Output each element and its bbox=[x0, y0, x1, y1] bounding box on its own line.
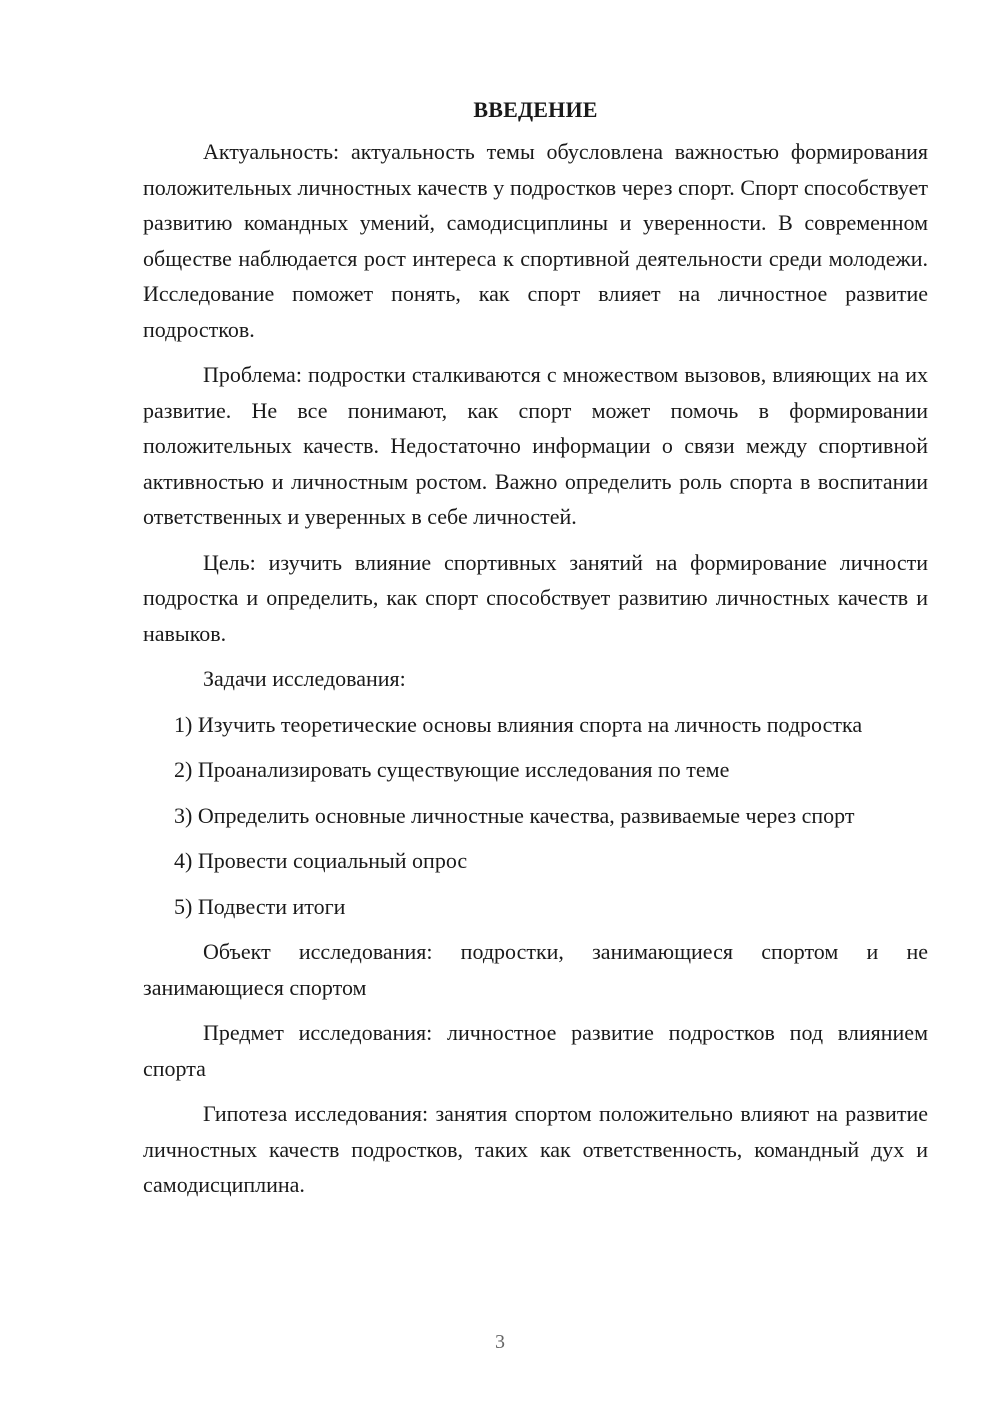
task-item-2: 2) Проанализировать существующие исследования по теме bbox=[174, 757, 730, 782]
goal-paragraph: Цель: изучить влияние спортивных занятий на формирование личности подростка и определить, как спорт способствует развитию личностных качеств и навыков. bbox=[143, 549, 928, 646]
task-item-5: 5) Подвести итоги bbox=[174, 893, 346, 919]
hypothesis-paragraph: Гипотеза исследования: занятия спортом положительно влияют на развитие личностных качеств подростков, таких как ответственность, командный дух и самодисциплина. bbox=[143, 1101, 928, 1197]
task-item-3: 3) Определить основные личностные качества, развиваемые через спорт bbox=[174, 802, 855, 828]
page-number: 3 bbox=[495, 1331, 505, 1353]
tasks-heading: Задачи исследования: bbox=[203, 666, 406, 691]
relevance-paragraph: Актуальность: актуальность темы обусловлена важностью формирования положительных личностных качеств у подростков через спорт. Спорт способствует развитию командных умений, самодисциплины и уверенности. В современном обществе наблюдается рост интереса к спортивной деятельности среди молодежи. Исследование поможет понять, как спорт влияет на личностное развитие подростков. bbox=[143, 139, 928, 342]
document-page bbox=[143, 92, 928, 1213]
object-paragraph: Объект исследования: подростки, занимающиеся спортом и не занимающиеся спортом bbox=[143, 939, 928, 1000]
subject-paragraph: Предмет исследования: личностное развитие подростков под влиянием спорта bbox=[143, 1020, 928, 1081]
problem-paragraph: Проблема: подростки сталкиваются с множеством вызовов, влияющих на их развитие. Не все понимают, как спорт может помочь в формировании положительных качеств. Недостаточно информации о связи между спортивной активностью и личностным ростом. Важно определить роль спорта в воспитании ответственных и уверенных в себе личностей. bbox=[143, 362, 928, 529]
task-item-1: 1) Изучить теоретические основы влияния спорта на личность подростка bbox=[174, 711, 863, 737]
section-title: ВВЕДЕНИЕ bbox=[473, 97, 598, 122]
task-item-4: 4) Провести социальный опрос bbox=[174, 848, 468, 873]
